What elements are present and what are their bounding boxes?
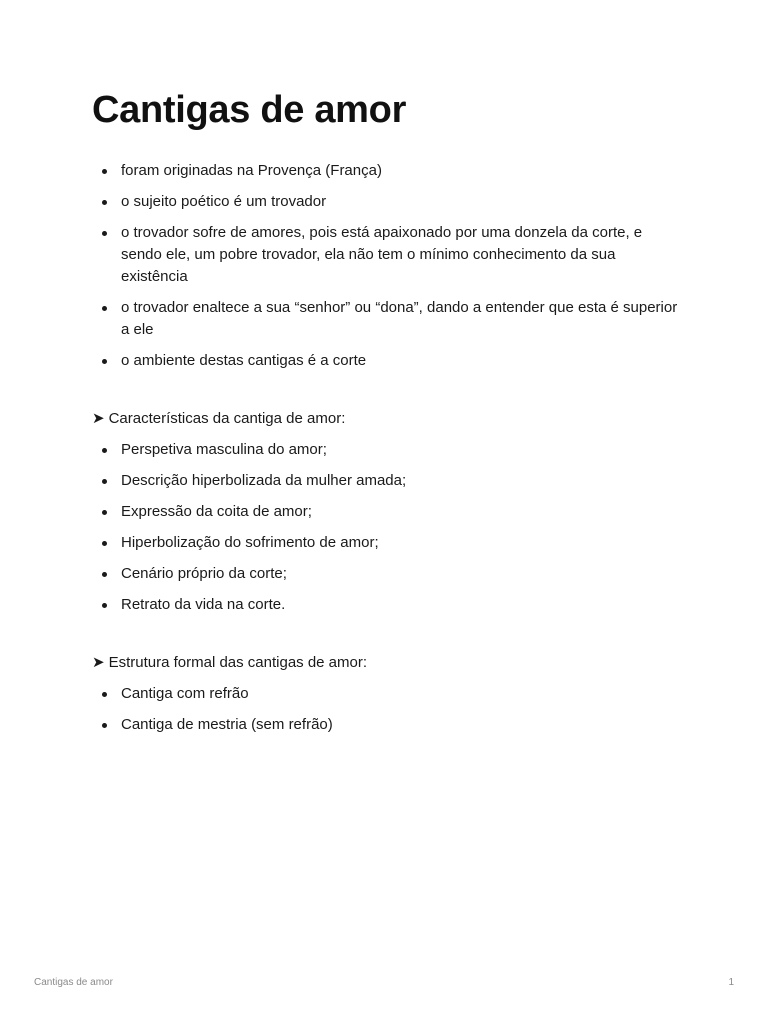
structure-heading-text: Estrutura formal das cantigas de amor: [108, 654, 368, 671]
list-item: foram originadas na Provença (França) [92, 160, 682, 182]
list-item: Descrição hiperbolizada da mulher amada; [92, 470, 682, 492]
characteristics-list [92, 439, 682, 625]
arrow-icon: ➤ [92, 654, 105, 671]
footer-title: Cantigas de amor [34, 977, 113, 988]
page-title: Cantigas de amor [92, 89, 407, 131]
page-number: 1 [728, 977, 734, 988]
list-item: Expressão da coita de amor; [92, 501, 682, 523]
list-item: o ambiente destas cantigas é a corte [92, 350, 682, 372]
list-item: Retrato da vida na corte. [92, 594, 682, 616]
list-item: Cantiga com refrão [92, 683, 682, 705]
list-item: o trovador enaltece a sua “senhor” ou “dona”, dando a entender que esta é superior a ele [92, 297, 682, 341]
list-item: Cantiga de mestria (sem refrão) [92, 714, 682, 736]
list-item: o sujeito poético é um trovador [92, 191, 682, 213]
list-item: Hiperbolização do sofrimento de amor; [92, 532, 682, 554]
list-item: Cenário próprio da corte; [92, 563, 682, 585]
characteristics-heading-text: Características da cantiga de amor: [108, 410, 346, 427]
structure-heading [92, 652, 367, 674]
structure-list [92, 683, 682, 745]
list-item: Perspetiva masculina do amor; [92, 439, 682, 461]
list-item: o trovador sofre de amores, pois está apaixonado por uma donzela da corte, e sendo ele, um pobre trovador, ela não tem o mínimo conhecimento da sua existência [92, 222, 682, 288]
intro-list [92, 160, 682, 381]
arrow-icon: ➤ [92, 410, 105, 427]
characteristics-heading [92, 408, 345, 430]
